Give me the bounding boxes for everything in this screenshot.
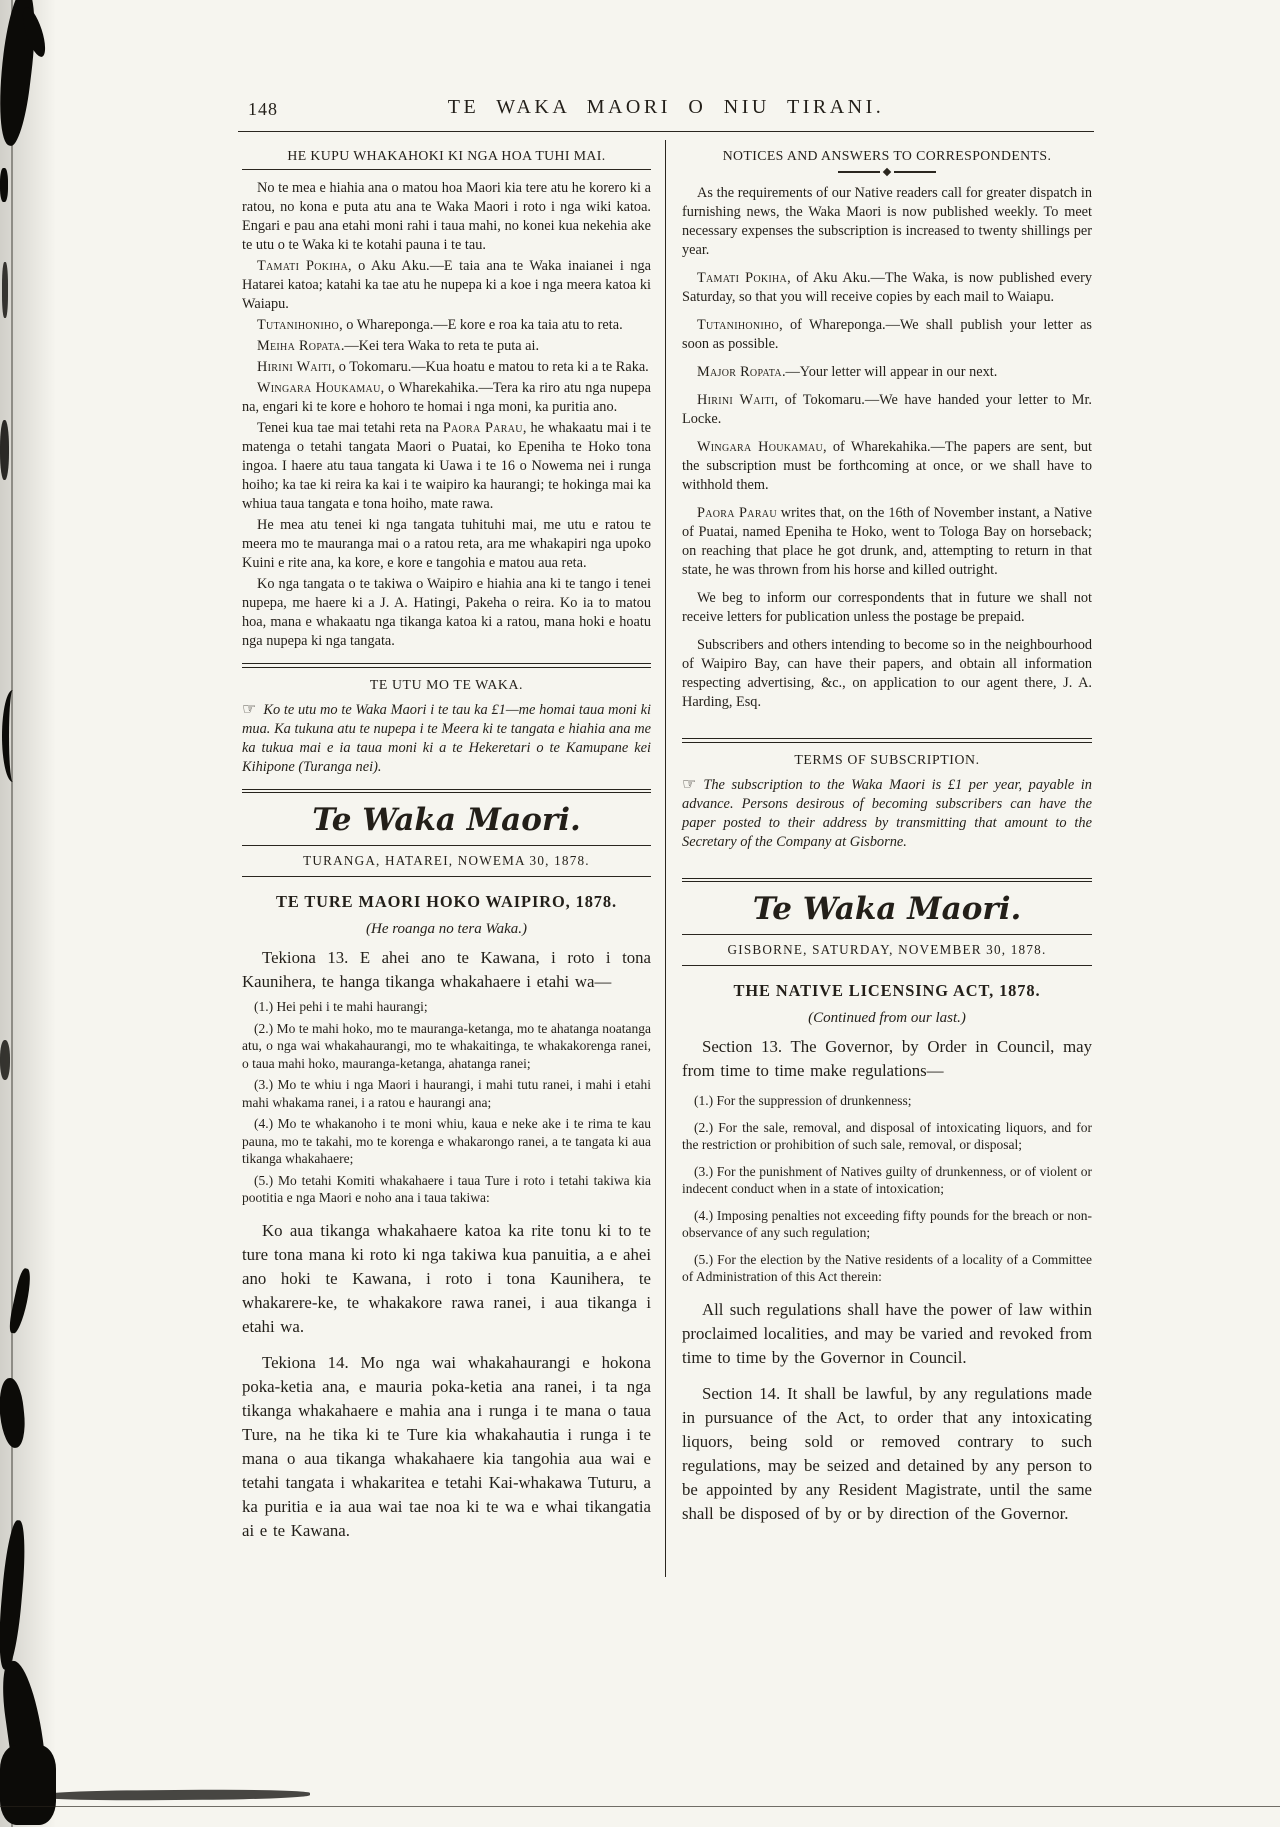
agent-notice-paragraph: Subscribers and others intending to become so in the neighbourhood of Waipiro Bay, can have their papers, and obtain all information respecting advertising, &c., on application to our agent there, J. A. Harding, Esq. [682, 637, 1092, 710]
dateline: GISBORNE, SATURDAY, NOVEMBER 30, 1878. [727, 942, 1047, 957]
regulation-item [242, 1076, 651, 1111]
regulation-text: For the punishment of Natives guilty of drunkenness, or of violent or indecent conduct when in a state of intoxication; [682, 1163, 1092, 1196]
rule [242, 876, 651, 877]
masthead: Te Waka Maori. [312, 802, 581, 838]
regulation-item [682, 1207, 1092, 1242]
correspondent-text: .—Kei tera Waka to reta te puta ai. [340, 338, 540, 354]
scan-blot [0, 1658, 52, 1811]
correspondent-note [682, 438, 1092, 495]
regulation-text: Mo te whiu i nga Maori i haurangi, i mahi tutu ranei, i mahi i etahi mahi whakama ranei, i a ratou e haurangi ana; [242, 1077, 651, 1110]
english-section-13-paragraph: Section 13. The Governor, by Order in Council, may from time to time make regulations— [682, 1037, 1092, 1080]
death-letter-paragraph [682, 504, 1092, 580]
double-rule [682, 738, 1092, 743]
correspondent-note [682, 316, 1092, 354]
newspaper-page [238, 0, 1094, 1577]
rule [682, 965, 1092, 966]
correspondent-note [242, 337, 651, 356]
correspondent-note [242, 316, 651, 335]
regulation-number: (5.) [254, 1172, 274, 1188]
rule-segment [894, 171, 936, 172]
scan-blot [2, 690, 28, 782]
rule-segment [838, 171, 880, 172]
newspaper-title: TE WAKA MAORI O NIU TIRANI. [447, 96, 885, 118]
page-header [238, 96, 1094, 124]
scan-blot [7, 1267, 33, 1334]
regulation-item [682, 1092, 1092, 1110]
postage-notice-paragraph: We beg to inform our correspondents that in future we shall not receive letters for publication unless the postage be prepaid. [682, 590, 1092, 625]
maori-regulations-power-paragraph: Ko aua tikanga whakahaere katoa ka rite tonu ki to te ture tona mana ki roto ki nga takiwa kua panuitia, a e ahei ano hoki te Kawana, i roto i tona Kaunihera, te whakarere-ke, te whakakore rawa ranei, i aua tikanga i etahi wa. [242, 1220, 651, 1336]
regulation-item [682, 1251, 1092, 1286]
header-rule [238, 131, 1094, 132]
correspondent-name: Tamati Pokiha [257, 258, 349, 274]
correspondent-note [242, 379, 651, 417]
scan-blot [2, 262, 8, 318]
correspondent-text: , of Whareponga.—We shall publish your letter as soon as possible. [682, 317, 1092, 352]
english-terms-heading: TERMS OF SUBSCRIPTION. [794, 751, 980, 767]
postage-notice-paragraph: He mea atu tenei ki nga tangata tuhituhi mai, me utu e ratou te meera mo te mauranga mai o a ratou reta, ara me whakapiri nga upoko Kuini e rite ana, ka kore, e kore e tangohia e matou aua reta. [242, 517, 651, 571]
double-rule [242, 663, 651, 668]
correspondent-text: , o Whareponga.—E kore e roa ka taia atu to reta. [339, 317, 623, 333]
regulation-item [682, 1163, 1092, 1198]
english-intro-paragraph: As the requirements of our Native readers call for greater dispatch in furnishing news, the Waka Maori is now published weekly. To meet necessary expenses the subscription is increased to twenty shillings per year. [682, 185, 1092, 258]
correspondent-name: Tutanihoniho [697, 317, 780, 333]
correspondent-note [242, 257, 651, 314]
english-continuation-note: (Continued from our last.) [808, 1010, 966, 1026]
correspondent-text: .—Your letter will appear in our next. [781, 364, 998, 380]
scan-blot [0, 1519, 28, 1670]
regulation-number: (3.) [254, 1077, 274, 1092]
regulation-number: (1.) [694, 1093, 714, 1108]
regulation-number: (4.) [254, 1116, 274, 1131]
correspondent-name: Paora Parau [442, 420, 523, 436]
english-column [666, 140, 1094, 1577]
regulation-text: Hei pehi i te mahi haurangi; [276, 999, 428, 1014]
rule [242, 845, 651, 846]
regulation-item [242, 998, 651, 1016]
regulation-text: For the sale, removal, and disposal of intoxicating liquors, and for the restriction or prohibition of such sale, removal, or disposal; [682, 1119, 1093, 1152]
correspondent-name: Tutanihoniho [257, 317, 340, 333]
terms-text: The subscription to the Waka Maori is £1 per year, payable in advance. Persons desirous of becoming subscribers can have the paper posted to their address by transmitting that amount to the Secretary of the Company at Gisborne. [682, 776, 1092, 850]
diamond-ornament-icon [883, 168, 891, 176]
scan-blot [0, 1377, 28, 1449]
correspondent-note [682, 269, 1092, 307]
correspondent-text: , o Tokomaru.—Kua hoatu e matou to reta ki a te Raka. [331, 359, 649, 375]
correspondent-note [242, 358, 651, 377]
regulation-item [242, 1020, 651, 1073]
masthead: Te Waka Maori. [752, 891, 1022, 927]
regulation-number: (2.) [254, 1020, 274, 1036]
regulation-text: Mo tetahi Komiti whakahaere i taua Ture i roto i tetahi takiwa kia pootitia e nga Maori e noho ana i taua takiwa: [242, 1172, 651, 1205]
maori-intro-paragraph: No te mea e hiahia ana o matou hoa Maori kia tere atu he korero ki a ratou, no kona e puta atu ana te Waka Maori i roto i nga wiki katoa. Engari e pau ana etahi moni rahi i taua mahi, no konei kua nekehia ake te utu o te Waka ki te kotahi pauna i te tau. [242, 180, 651, 253]
double-rule [242, 789, 651, 794]
scan-blot [0, 420, 9, 480]
correspondent-name: Meiha Ropata [257, 338, 341, 354]
maori-terms-paragraph [242, 699, 651, 777]
page-bottom-edge-rule [0, 1806, 1280, 1807]
correspondent-text: , of Tokomaru.—We have handed your letter to Mr. Locke. [682, 392, 1093, 427]
rule [682, 934, 1092, 935]
scan-blot [0, 1040, 10, 1080]
scan-blot [0, 168, 8, 202]
dateline: TURANGA, HATAREI, NOWEMA 30, 1878. [303, 853, 590, 868]
diamond-rule [682, 169, 1092, 175]
correspondent-name: Major Ropata [697, 364, 782, 380]
correspondent-name: Hirini Waiti [257, 359, 332, 375]
regulation-number: (5.) [694, 1251, 714, 1267]
columns-container [238, 140, 1094, 1577]
double-rule [682, 878, 1092, 883]
correspondent-text: , of Wharekahika.—The papers are sent, but the subscription must be forthcoming at once, or we shall have to withhold them. [682, 439, 1092, 493]
death-letter-paragraph [242, 419, 651, 514]
terms-text: Ko te utu mo te Waka Maori i te tau ka £1—me homai taua moni ki mua. Ka tukuna atu te nupepa i te Meera ki te tangata e hiahia ana me ka tukua mai e ia taua moni ki a te Hekeretari o te Kamupane kei Kihipone (Turanga nei). [242, 701, 651, 775]
regulation-text: Mo te whakanoho i te moni whiu, kaua e neke ake i te rima te kau pauna, mo te takahi, mo te korenga e whakarongo ranei, a te tangata ki aua tikanga whakahaere; [242, 1116, 652, 1166]
maori-column [238, 140, 666, 1577]
correspondent-name: Wingara Houkamau [697, 439, 824, 455]
regulation-number: (4.) [694, 1207, 714, 1223]
scan-blot [18, 5, 49, 59]
english-correspondents-heading: NOTICES AND ANSWERS TO CORRESPONDENTS. [722, 148, 1052, 163]
english-terms-paragraph [682, 774, 1092, 852]
maori-correspondents-heading: HE KUPU WHAKAHOKI KI NGA HOA TUHI MAI. [287, 148, 606, 163]
regulation-number: (2.) [694, 1119, 714, 1135]
correspondent-text: , o Aku Aku.—E taia ana te Waka inaianei i nga Hatarei katoa; katahi ka tae atu he nupepa ki a koe i nga meera katoa ki Waiapu. [242, 258, 651, 312]
pointing-hand-icon: ☞ [242, 698, 257, 718]
binding-shadow [0, 0, 56, 1827]
correspondent-text: , of Aku Aku.—The Waka, is now published every Saturday, so that you will receive copies by each mail to Waiapu. [682, 270, 1092, 305]
correspondent-note [682, 363, 1092, 382]
maori-article-heading: TE TURE MAORI HOKO WAIPIRO, 1878. [275, 892, 617, 911]
scan-blot [0, 1745, 56, 1825]
regulation-item [242, 1172, 651, 1207]
page-number: 148 [248, 99, 278, 119]
maori-section-13-paragraph: Tekiona 13. E ahei ano te Kawana, i roto i tona Kaunihera, te hanga tikanga whakahaere i etahi wa— [242, 948, 651, 991]
correspondent-name: Hirini Waiti [697, 392, 775, 408]
agent-notice-paragraph: Ko nga tangata o te takiwa o Waipiro e hiahia ana ki te tango i tenei nupepa, me haere ki a J. A. Hatingi, Pakeha o reira. Ko ia to matou hoa, mana e whakaatu nga tikanga katoa ki a ratou, mana hoki e hoatu nga nupepa ki nga tangata. [242, 576, 651, 649]
maori-section-14-paragraph: Tekiona 14. Mo nga wai whakahaurangi e hokona poka-ketia ana, e mauria poka-ketia ana ranei, i ta nga tikanga whakahaere e mahia ana i runga i te mana o taua Ture, na he tika ki te Ture kia whakahautia i runga i te mana o aua tikanga whakahaere kia tangohia aua wai e tetahi tangata i whakaritea e tetahi Kai-whakawa Tuturu, a ka puritia e ia aua wai tae noa ki te wa e whai tikangatia ai e te Kawana. [242, 1352, 651, 1540]
correspondent-text: , o Wharekahika.—Tera ka riro atu nga nupepa na, engari ki te kore e hohoro te homai i nga moni, ka puritia ano. [242, 380, 651, 415]
scan-blot [40, 1789, 310, 1801]
letter-text: writes that, on the 16th of November instant, a Native of Puatai, named Epeniha te Hoko, went to Tologa Bay on horseback; on reaching that place he got drunk, and, attempting to return in that state, he was thrown from his horse and killed outright. [682, 505, 1092, 578]
scan-blot [0, 0, 42, 147]
regulation-text: Mo te mahi hoko, mo te mauranga-ketanga, mo te ahatanga noatanga atu, o nga wai whakahaurangi, mo te whakaitinga, te whakakorenga ranei, o taua mahi hoko, mauranga-ketanga, ahatanga ranei; [242, 1020, 651, 1071]
correspondent-name: Wingara Houkamau [257, 380, 381, 396]
correspondent-name: Paora Parau [697, 505, 777, 521]
scan-scratch-line [11, 0, 13, 1827]
pointing-hand-icon: ☞ [682, 773, 697, 793]
heading-rule [242, 169, 651, 170]
letter-text: Tenei kua tae mai tetahi reta na [257, 420, 443, 436]
english-section-14-paragraph: Section 14. It shall be lawful, by any regulations made in pursuance of the Act, to order that any intoxicating liquors, being sold or removed contrary to such regulations, may be seized and detained by any person to be appointed by any Resident Magistrate, until the same shall be disposed of by or by direction of the Governor. [682, 1383, 1092, 1523]
regulation-item [682, 1119, 1092, 1154]
correspondent-note [682, 391, 1092, 429]
english-regulations-power-paragraph: All such regulations shall have the power of law within proclaimed localities, and may be varied and revoked from time to time by the Governor in Council. [682, 1299, 1092, 1367]
english-article-heading: THE NATIVE LICENSING ACT, 1878. [733, 981, 1041, 1000]
maori-terms-heading: TE UTU MO TE WAKA. [369, 676, 524, 692]
regulation-item [242, 1115, 651, 1168]
regulation-text: For the suppression of drunkenness; [716, 1093, 912, 1108]
regulation-number: (1.) [254, 999, 274, 1014]
maori-continuation-note: (He roanga no tera Waka.) [366, 921, 527, 937]
letter-text: , he whakaatu mai i te matenga o tetahi tangata Maori o Puatai, ko Epeniha te Hoko tona ingoa. I haere atu taua tangata ki Uawa i te 16 o Nowema nei i runga hoiho; ka tae ki reira ka kai i te waipiro ka haurangi; te hokinga mai ka whiua taua tangata e tona hoiho, mate rawa. [242, 420, 651, 512]
correspondent-name: Tamati Pokiha [697, 270, 788, 286]
regulation-number: (3.) [694, 1163, 714, 1179]
regulation-text: Imposing penalties not exceeding fifty pounds for the breach or non-observance of any such regulation; [682, 1207, 1092, 1240]
regulation-text: For the election by the Native residents of a locality of a Committee of Administration of this Act therein: [682, 1251, 1092, 1284]
